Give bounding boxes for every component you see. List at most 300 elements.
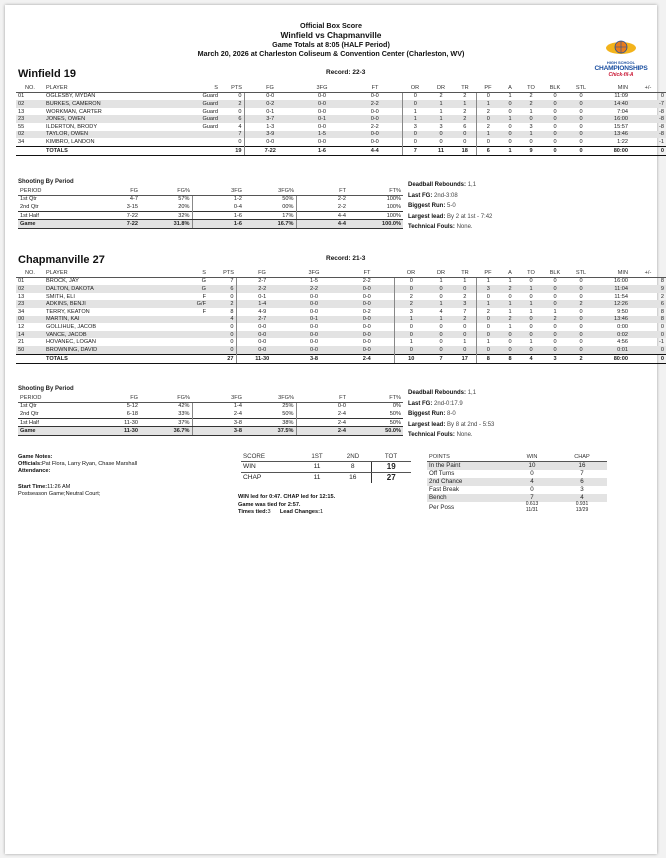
stat-cell: 2: [454, 115, 476, 123]
stat-cell: 1: [529, 308, 533, 315]
shooting-cell: 31.8%: [140, 220, 192, 229]
column-header: FG: [236, 269, 288, 277]
player-row: [16, 323, 666, 331]
stat-cell: 8: [208, 308, 236, 316]
stat-cell: 0: [208, 323, 236, 331]
stat-cell: 1-3: [266, 123, 275, 130]
stat-cell: 0-1: [258, 293, 267, 300]
points-cell: Bench: [427, 494, 507, 502]
stat-cell: 11:09: [614, 93, 628, 100]
stat-cell: 0: [553, 108, 557, 115]
stat-cell: 4: [220, 123, 244, 131]
team-2-record: [326, 255, 365, 262]
largest-lead-value: By 8 at 2nd - 5:53: [447, 421, 495, 428]
report-title: Official Box Score: [300, 21, 362, 30]
stat-cell: 0-0: [348, 115, 402, 123]
stat-cell: 50: [16, 346, 44, 354]
stat-cell: 02: [16, 285, 44, 293]
period-row: [18, 195, 403, 203]
stat-cell: [172, 323, 208, 331]
stat-cell: 0: [476, 331, 500, 339]
stat-cell: -8: [630, 115, 666, 123]
stat-cell: 7: [208, 277, 236, 285]
column-header: +/-: [630, 84, 666, 92]
column-header: FG: [244, 84, 296, 92]
stat-cell: 8: [660, 278, 664, 285]
stat-cell: 0: [553, 93, 557, 100]
stat-cell: 55: [18, 123, 25, 130]
stat-cell: 1-5: [296, 131, 348, 139]
stat-cell: 0-0: [348, 92, 402, 100]
period-row: [18, 427, 403, 436]
stat-cell: 1: [529, 108, 533, 115]
stat-cell: 1: [428, 316, 454, 324]
stat-cell: [172, 331, 208, 339]
column-header: FG: [88, 394, 140, 402]
stat-cell: 2: [500, 285, 520, 293]
championships-logo: [591, 39, 651, 78]
stat-cell: 1: [476, 300, 500, 308]
total-cell: 1-6: [296, 146, 348, 155]
stat-cell: 13: [18, 108, 25, 115]
points-cell: Fast Break: [429, 486, 459, 494]
record-label: Record:: [326, 255, 351, 262]
per-poss-value: 0.613: [525, 501, 539, 508]
stat-cell: 0: [409, 278, 413, 285]
stat-cell: 0-0: [258, 339, 267, 346]
stat-cell: 1: [486, 339, 490, 346]
stat-cell: 0: [579, 93, 583, 100]
column-header: POINTS: [427, 453, 507, 461]
team-1-shooting-table: [18, 187, 403, 229]
stat-cell: 0: [428, 346, 454, 354]
stat-cell: 13:46: [594, 131, 630, 139]
stat-cell: 2: [454, 316, 476, 324]
points-breakdown-table: [427, 453, 607, 514]
stat-cell: 0: [529, 293, 533, 300]
stat-cell: 0: [579, 108, 583, 115]
column-header: TO: [520, 84, 542, 92]
stat-cell: 0: [454, 331, 476, 339]
shooting-cell: 1st Qtr: [20, 196, 37, 203]
linescore-cell: CHAP: [243, 474, 262, 482]
stat-cell: 2-2: [348, 100, 402, 108]
stat-cell: 1: [413, 108, 417, 115]
lead-info: [238, 494, 335, 517]
player-row: [16, 100, 666, 108]
report-header: [5, 21, 657, 58]
times-tied-value: 3: [267, 509, 271, 515]
column-header: A: [500, 84, 520, 92]
stat-cell: 9: [630, 285, 666, 293]
stat-cell: 0-2: [340, 308, 394, 316]
stat-cell: 0: [508, 123, 512, 130]
linescore-table: [241, 453, 411, 483]
stat-cell: 15:57: [614, 123, 628, 130]
player-row: [16, 115, 666, 123]
per-poss-win: [507, 502, 557, 514]
stat-cell: 2: [454, 108, 476, 116]
points-cell: 6: [557, 478, 607, 486]
period-row: [18, 203, 403, 211]
stat-cell: 2: [208, 300, 236, 308]
stat-cell: Guard: [164, 115, 220, 123]
stat-cell: [164, 131, 220, 139]
linescore-cell: 16: [349, 474, 357, 482]
column-header: 3FG: [192, 394, 244, 402]
stat-cell: TERRY, KEATON: [46, 308, 90, 315]
points-row: [427, 461, 607, 470]
shooting-cell: 50.0%: [348, 427, 403, 436]
stat-cell: 0: [476, 115, 500, 123]
total-cell: 17: [454, 354, 476, 363]
stat-cell: 0: [568, 115, 594, 123]
tech-fouls-label: Technical Fouls:: [408, 224, 455, 230]
linescore-row: [241, 472, 411, 483]
stat-cell: 0: [579, 339, 583, 346]
stat-cell: 0-0: [340, 323, 394, 331]
matchup-title: Winfield vs Chapmanville: [280, 30, 382, 40]
column-header: SCORE: [241, 453, 299, 461]
header-row: [241, 453, 411, 461]
shooting-cell: 100%: [386, 203, 401, 210]
shooting-cell: 1-6: [192, 211, 244, 220]
stat-cell: [172, 338, 208, 346]
team-2-shooting-title: Shooting By Period: [18, 386, 74, 392]
stat-cell: 1: [394, 316, 428, 324]
stat-cell: 1: [520, 131, 542, 139]
stat-cell: 1: [486, 278, 490, 285]
column-header: 3FG: [192, 187, 244, 195]
stat-cell: 0-0: [266, 93, 275, 100]
points-cell: 7: [580, 470, 584, 478]
stat-cell: 0: [568, 331, 594, 339]
stat-cell: 0-0: [340, 338, 394, 346]
deadball-value: 1,1: [467, 182, 477, 188]
shooting-cell: 100%: [348, 211, 403, 220]
stat-cell: HOVANEC, LOGAN: [46, 339, 96, 346]
biggest-run-label: Biggest Run:: [408, 203, 446, 209]
points-row: [427, 486, 607, 494]
shooting-cell: 1-4: [233, 403, 242, 410]
stat-cell: 6: [454, 123, 476, 131]
column-header: NO.: [16, 84, 44, 92]
column-header: DR: [428, 269, 454, 277]
stat-cell: [172, 346, 208, 354]
total-cell: 10: [394, 354, 428, 363]
total-cell: 0: [568, 146, 594, 155]
column-header: STL: [568, 269, 594, 277]
stat-cell: 2: [568, 300, 594, 308]
points-cell: 16: [557, 461, 607, 470]
stat-cell: 2: [520, 100, 542, 108]
total-cell: 7: [428, 354, 454, 363]
team-1-box-table: [16, 84, 666, 156]
stat-cell: 2-2: [288, 285, 340, 293]
header-row: [427, 453, 607, 461]
period-row: [18, 418, 403, 427]
stat-cell: 0: [486, 93, 490, 100]
stat-cell: 0-0: [309, 308, 319, 315]
biggest-run-value: 5-0: [447, 203, 456, 209]
stat-cell: 0-0: [288, 346, 340, 354]
total-cell: 4: [520, 354, 542, 363]
total-cell: 2-4: [340, 354, 394, 363]
stat-cell: 0: [542, 300, 568, 308]
stat-cell: 1: [428, 100, 454, 108]
tied-summary: Game was tied for 2:57.: [238, 501, 301, 508]
period-row: [18, 402, 403, 410]
per-poss-fraction: 11/31: [525, 506, 539, 513]
stat-cell: ADKINS, BENJI: [44, 300, 172, 308]
stat-cell: -8: [659, 123, 664, 130]
last-fg-value: 2nd-0:17.9: [434, 400, 463, 407]
stat-cell: 0: [579, 308, 583, 315]
stat-cell: 0: [500, 100, 520, 108]
record-value: 21-3: [352, 255, 366, 262]
total-cell: 27: [208, 354, 236, 363]
stat-cell: 6: [220, 115, 244, 123]
shooting-cell: 11-30: [88, 427, 140, 436]
totals-row: [16, 354, 666, 363]
last-fg-label: Last FG:: [408, 192, 433, 199]
stat-cell: 2: [486, 308, 490, 315]
team-1-shooting-title: Shooting By Period: [18, 179, 74, 185]
stat-cell: VANCE, JACOB: [44, 331, 172, 339]
stat-cell: 3: [454, 300, 476, 308]
stat-cell: 3: [529, 123, 533, 130]
stat-cell: 3: [476, 285, 500, 293]
shooting-cell: 50%: [348, 418, 403, 427]
stat-cell: BURKES, CAMERON: [44, 100, 164, 108]
column-header: PF: [476, 269, 500, 277]
shooting-cell: 100%: [386, 196, 401, 203]
tech-fouls-label: Technical Fouls:: [408, 432, 455, 438]
stat-cell: 0-0: [317, 123, 327, 130]
per-poss-row: [427, 502, 607, 514]
period-row: [18, 410, 403, 418]
header-row: [16, 84, 666, 92]
shooting-cell: 2-2: [337, 196, 346, 203]
points-cell: 10: [507, 461, 557, 470]
points-cell: Off Turns: [429, 470, 455, 478]
stat-cell: 4: [439, 308, 443, 315]
team-1-record: [326, 69, 365, 76]
header-row: [18, 394, 403, 402]
officials-value: Pat Flora, Larry Ryan, Chase Marshall: [41, 461, 138, 467]
stat-cell: 0-0: [317, 93, 327, 100]
stat-cell: 1-5: [309, 278, 319, 285]
team-2-game-facts: [408, 388, 494, 441]
shooting-cell: 4-7: [129, 196, 138, 203]
shooting-cell: 1st Qtr: [20, 403, 37, 410]
per-poss-chap: [557, 502, 607, 514]
stat-cell: 0: [520, 115, 542, 123]
column-header: 3FG: [296, 84, 348, 92]
stat-cell: 2: [660, 293, 664, 300]
stat-cell: 14: [16, 331, 44, 339]
total-cell: 19: [220, 146, 244, 155]
stat-cell: 0: [486, 323, 490, 330]
column-header: FG%: [140, 394, 192, 402]
total-cell: 80:00: [594, 354, 630, 363]
stat-cell: 0-0: [340, 316, 394, 324]
stat-cell: 2: [542, 316, 568, 324]
stat-cell: 0-0: [340, 346, 394, 354]
stat-cell: 1: [428, 115, 454, 123]
stat-cell: 0: [660, 323, 664, 330]
stat-cell: [172, 316, 208, 324]
stat-cell: 0: [409, 323, 413, 330]
stat-cell: 1: [476, 100, 500, 108]
stat-cell: 2-2: [348, 123, 402, 131]
total-cell: 0: [542, 146, 568, 155]
header-row: [18, 187, 403, 195]
shooting-cell: 11-30: [88, 418, 140, 427]
column-header: 3FG%: [244, 394, 296, 402]
stat-cell: 0: [529, 278, 533, 285]
start-time-label: Start Time:: [18, 484, 48, 490]
stat-cell: GOLLIHUE, JACOB: [46, 323, 97, 330]
shooting-cell: 50%: [389, 410, 401, 417]
player-row: [16, 138, 666, 146]
total-cell: 8: [500, 354, 520, 363]
stat-cell: 7: [454, 308, 476, 316]
stat-cell: 0-0: [266, 138, 275, 145]
stat-cell: KIMBRO, LANDON: [46, 138, 95, 145]
stat-cell: 0-0: [309, 339, 319, 346]
column-header: PLAYER: [44, 84, 164, 92]
points-cell: 2nd Chance: [427, 478, 507, 486]
stat-cell: 0-0: [340, 300, 394, 308]
stat-cell: 34: [18, 308, 25, 315]
stat-cell: 1: [439, 278, 443, 285]
deadball-label: Deadball Rebounds:: [408, 390, 467, 396]
total-cell: 8: [476, 354, 500, 363]
basketball-logo-icon: [604, 39, 638, 55]
team-1-game-facts: [408, 180, 492, 233]
stat-cell: 0-0: [309, 323, 319, 330]
player-row: [16, 338, 666, 346]
stat-cell: 1: [454, 338, 476, 346]
stat-cell: 3: [439, 123, 443, 130]
column-header: FT%: [348, 187, 403, 195]
points-cell: 0: [530, 470, 534, 478]
stat-cell: 3: [413, 123, 417, 130]
stat-cell: 0: [394, 331, 428, 339]
stat-cell: 11:54: [614, 293, 628, 300]
stat-cell: 0: [500, 346, 520, 354]
stat-cell: 0-0: [348, 108, 402, 116]
column-header: PTS: [208, 269, 236, 277]
shooting-cell: 32%: [140, 211, 192, 220]
stat-cell: 0: [553, 293, 557, 300]
stat-cell: 1: [520, 300, 542, 308]
stat-cell: 1:22: [617, 138, 628, 145]
stat-cell: 11:04: [594, 285, 630, 293]
stat-cell: G: [201, 278, 206, 285]
shooting-cell: 0%: [392, 403, 401, 410]
stat-cell: 2: [454, 92, 476, 100]
shooting-cell: 57%: [140, 195, 192, 203]
shooting-cell: 38%: [244, 418, 296, 427]
stat-cell: 0-0: [317, 138, 327, 145]
stat-cell: 16:00: [614, 278, 628, 285]
stat-cell: 13:46: [594, 316, 630, 324]
total-cell: 80:00: [594, 146, 630, 155]
stat-cell: 0:01: [594, 346, 630, 354]
column-header: 3FG: [288, 269, 340, 277]
stat-cell: 0-0: [317, 108, 327, 115]
column-header: TOT: [371, 453, 411, 461]
column-header: TO: [520, 269, 542, 277]
stat-cell: 0: [568, 346, 594, 354]
stat-cell: F: [202, 293, 206, 300]
shooting-cell: 1st Half: [18, 418, 88, 427]
stat-cell: 2: [486, 123, 490, 130]
shooting-cell: 36.7%: [140, 427, 192, 436]
linescore-cell: 11: [313, 474, 321, 482]
stat-cell: 8: [630, 316, 666, 324]
stat-cell: 0-2: [244, 100, 296, 108]
stat-cell: 0: [454, 285, 476, 293]
linescore-cell: 11: [299, 461, 335, 472]
column-header: FT: [296, 394, 348, 402]
stat-cell: Guard: [164, 100, 220, 108]
points-row: [427, 478, 607, 486]
stat-cell: 3-9: [244, 131, 296, 139]
totals-row: [16, 146, 666, 155]
stat-cell: G/F: [172, 300, 208, 308]
tech-fouls-value: None.: [456, 224, 473, 230]
stat-cell: 0: [542, 100, 568, 108]
column-header: BLK: [542, 84, 568, 92]
stat-cell: ILDERTON, BRODY: [46, 123, 98, 130]
shooting-cell: 42%: [140, 402, 192, 410]
stat-cell: 0: [520, 316, 542, 324]
stat-cell: 0: [402, 131, 428, 139]
logo-top-text: HIGH SCHOOL: [606, 60, 636, 65]
stat-cell: 2: [454, 293, 476, 301]
stat-cell: 3: [409, 308, 413, 315]
stat-cell: 7:04: [617, 108, 628, 115]
last-fg-label: Last FG:: [408, 400, 433, 407]
stat-cell: 01: [18, 93, 25, 100]
shooting-cell: 16.7%: [244, 220, 296, 229]
stat-cell: 0: [428, 285, 454, 293]
stat-cell: 1-4: [236, 300, 288, 308]
stat-cell: 2: [439, 93, 443, 100]
total-cell: TOTALS: [44, 146, 164, 155]
stat-cell: 0: [542, 131, 568, 139]
stat-cell: Guard: [202, 123, 218, 130]
period-row: [18, 211, 403, 220]
column-header: BLK: [542, 269, 568, 277]
stat-cell: 0: [579, 123, 583, 130]
stat-cell: 2-2: [236, 285, 288, 293]
shooting-cell: 2-4: [337, 410, 346, 417]
stat-cell: 0: [220, 108, 244, 116]
shooting-cell: 37.5%: [244, 427, 296, 436]
column-header: FT: [348, 84, 402, 92]
total-cell: 18: [454, 146, 476, 155]
shooting-cell: 2-2: [337, 203, 346, 210]
column-header: MIN: [594, 269, 630, 277]
total-cell: 3-8: [288, 354, 340, 363]
stat-cell: 0-0: [288, 300, 340, 308]
linescore-row: [241, 461, 411, 472]
last-fg-value: 2nd-3:08: [434, 192, 458, 199]
